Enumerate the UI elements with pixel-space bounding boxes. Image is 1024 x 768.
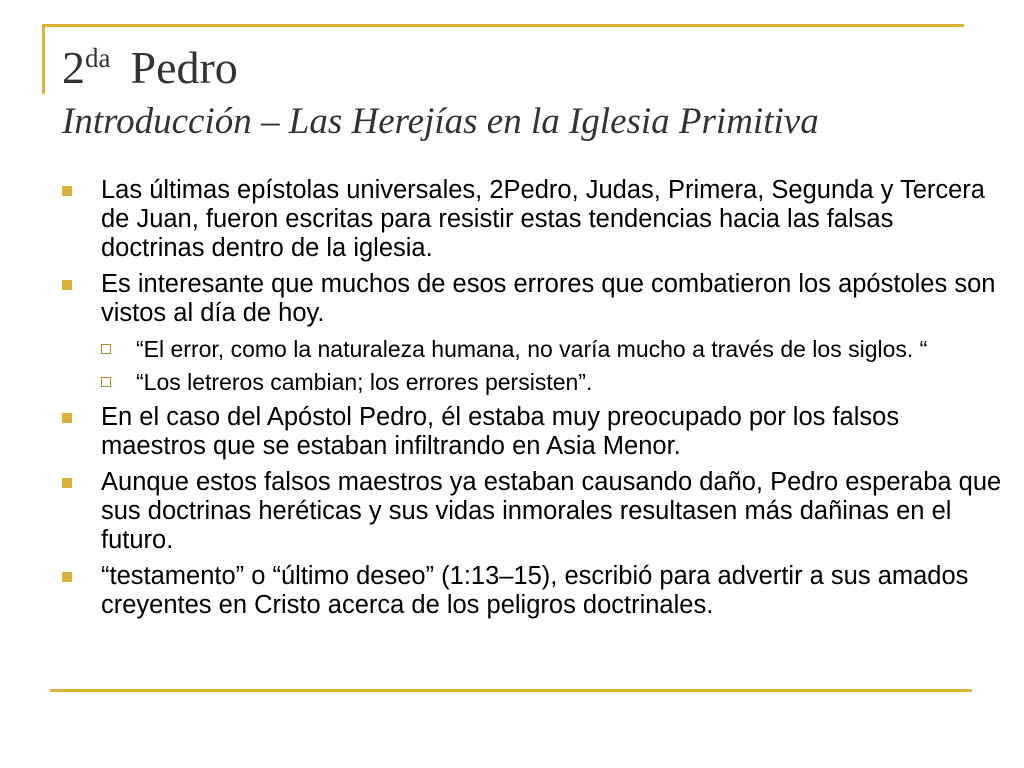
bottom-divider [50,689,972,692]
bullet-list [62,176,1002,627]
square-bullet-icon [62,186,72,196]
square-bullet-icon [62,572,72,582]
title-main [62,36,819,100]
square-bullet-icon [62,280,72,290]
sub-bullet-list [101,335,1002,396]
bullet-item [62,562,1002,620]
title-side-divider [42,24,45,94]
sub-bullet-item [101,335,1002,363]
sub-bullet-text: “Los letreros cambian; los errores persisten”. [136,369,593,395]
top-divider [42,24,964,27]
title-subtitle: Introducción – Las Herejías en la Iglesia Primitiva [62,101,819,142]
square-bullet-icon [62,413,72,423]
bullet-item [62,468,1002,555]
bullet-text: “testamento” o “último deseo” (1:13–15), escribió para advertir a sus amados creyentes en Cristo acerca de los peligros doctrinales. [101,562,969,619]
title-book: Pedro [130,42,238,93]
title-superscript: da [85,43,111,73]
bullet-text: Las últimas epístolas universales, 2Pedro, Judas, Primera, Segunda y Tercera de Juan, fueron escritas para resistir estas tendencias hacia las falsas doctrinas dentro de la iglesia. [101,176,985,262]
bullet-item [62,270,1002,396]
bullet-text: En el caso del Apóstol Pedro, él estaba muy preocupado por los falsos maestros que se estaban infiltrando en Asia Menor. [101,403,900,460]
slide-title [62,36,819,144]
sub-bullet-text: “El error, como la naturaleza humana, no varía mucho a través de los siglos. “ [136,336,928,362]
square-bullet-icon [62,478,72,488]
bullet-text: Aunque estos falsos maestros ya estaban causando daño, Pedro esperaba que sus doctrinas heréticas y sus vidas inmorales resultasen más dañinas en el futuro. [101,468,1002,554]
bullet-item [62,176,1002,263]
title-number: 2 [62,42,85,93]
bullet-item [62,403,1002,461]
hollow-square-bullet-icon [101,377,111,387]
sub-bullet-item [101,368,1002,396]
hollow-square-bullet-icon [101,344,111,354]
bullet-text: Es interesante que muchos de esos errores que combatieron los apóstoles son vistos al día de hoy. [101,270,996,327]
